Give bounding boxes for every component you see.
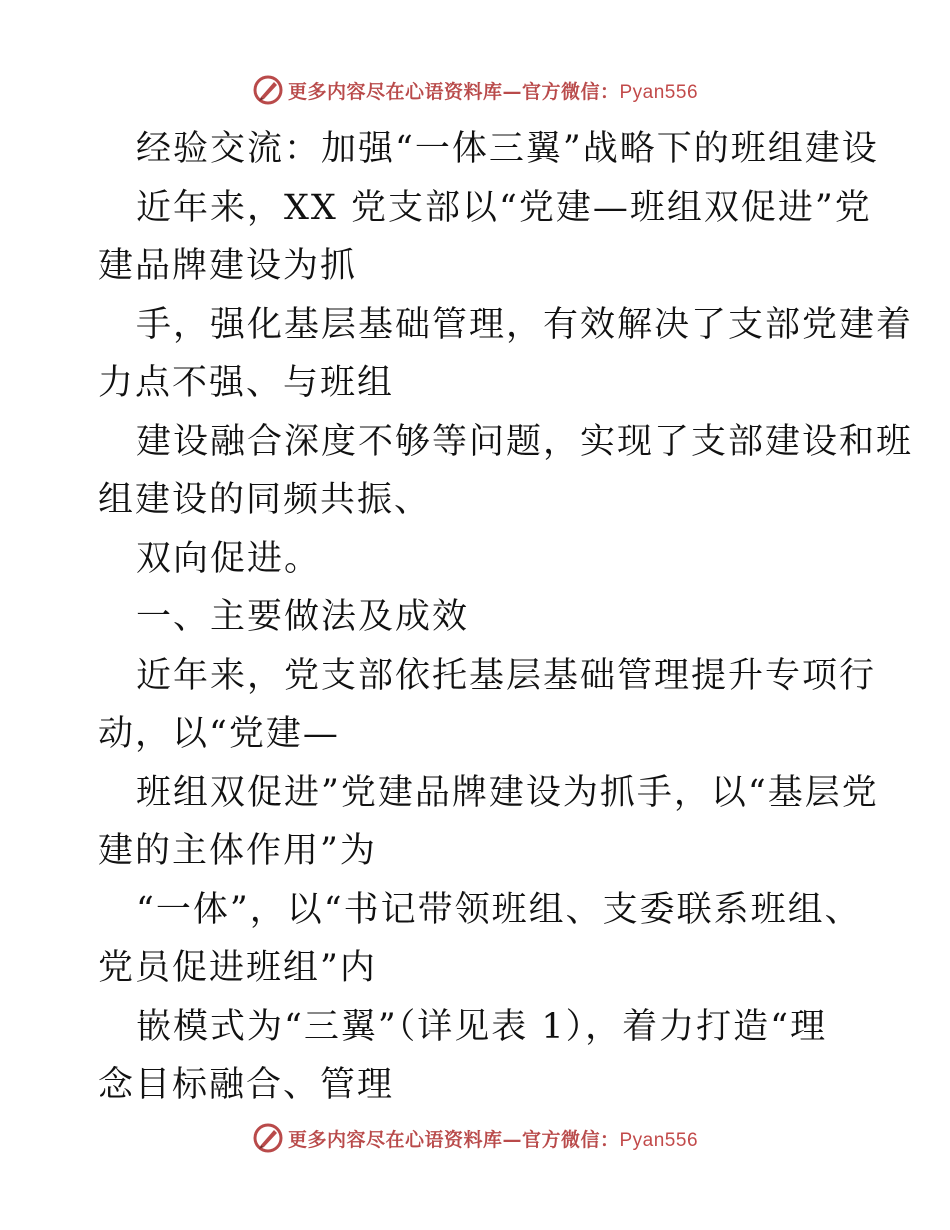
text-line: 力点不强、与班组 [98,363,395,403]
watermark-label: 更多内容尽在心语资料库—官方微信： [287,80,620,103]
watermark-label: 更多内容尽在心语资料库—官方微信： [287,1128,620,1151]
document-body [98,120,914,1115]
text-line: 建品牌建设为抓 [98,246,358,286]
text-line: 班组双促进”党建品牌建设为抓手，以“基层党 [136,772,879,813]
watermark-contact: Pyan556 [619,81,699,103]
text-line: 一、主要做法及成效 [136,597,470,637]
text-line: 经验交流：加强“一体三翼”战略下的班组建设 [136,129,879,169]
pen-circle-logo-icon [252,74,284,106]
text-line: 手，强化基层基础管理，有效解决了支部党建着 [136,304,914,345]
text-line: 动，以“党建— [98,714,340,754]
text-line: 党员促进班组”内 [98,948,377,988]
text-line: 念目标融合、管理 [98,1065,395,1105]
pen-circle-logo-icon [252,1122,284,1154]
text-line: 近年来，XX 党支部以“党建—班组双促进”党 [136,187,872,228]
text-line: 双向促进。 [136,538,322,579]
text-line: “一体”，以“书记带领班组、支委联系班组、 [136,889,862,930]
text-line: 组建设的同频共振、 [98,480,432,520]
watermark-text [288,77,698,104]
text-line: 近年来，党支部依托基层基础管理提升专项行 [136,655,877,696]
watermark-text [288,1125,698,1152]
watermark-contact: Pyan556 [619,1129,699,1151]
text-line: 建设融合深度不够等问题，实现了支部建设和班 [136,421,914,462]
text-line: 嵌模式为“三翼”（详见表 1），着力打造“理 [136,1006,828,1047]
footer-watermark-banner [0,1118,950,1158]
text-line: 建的主体作用”为 [98,831,377,871]
header-watermark-banner [0,70,950,110]
